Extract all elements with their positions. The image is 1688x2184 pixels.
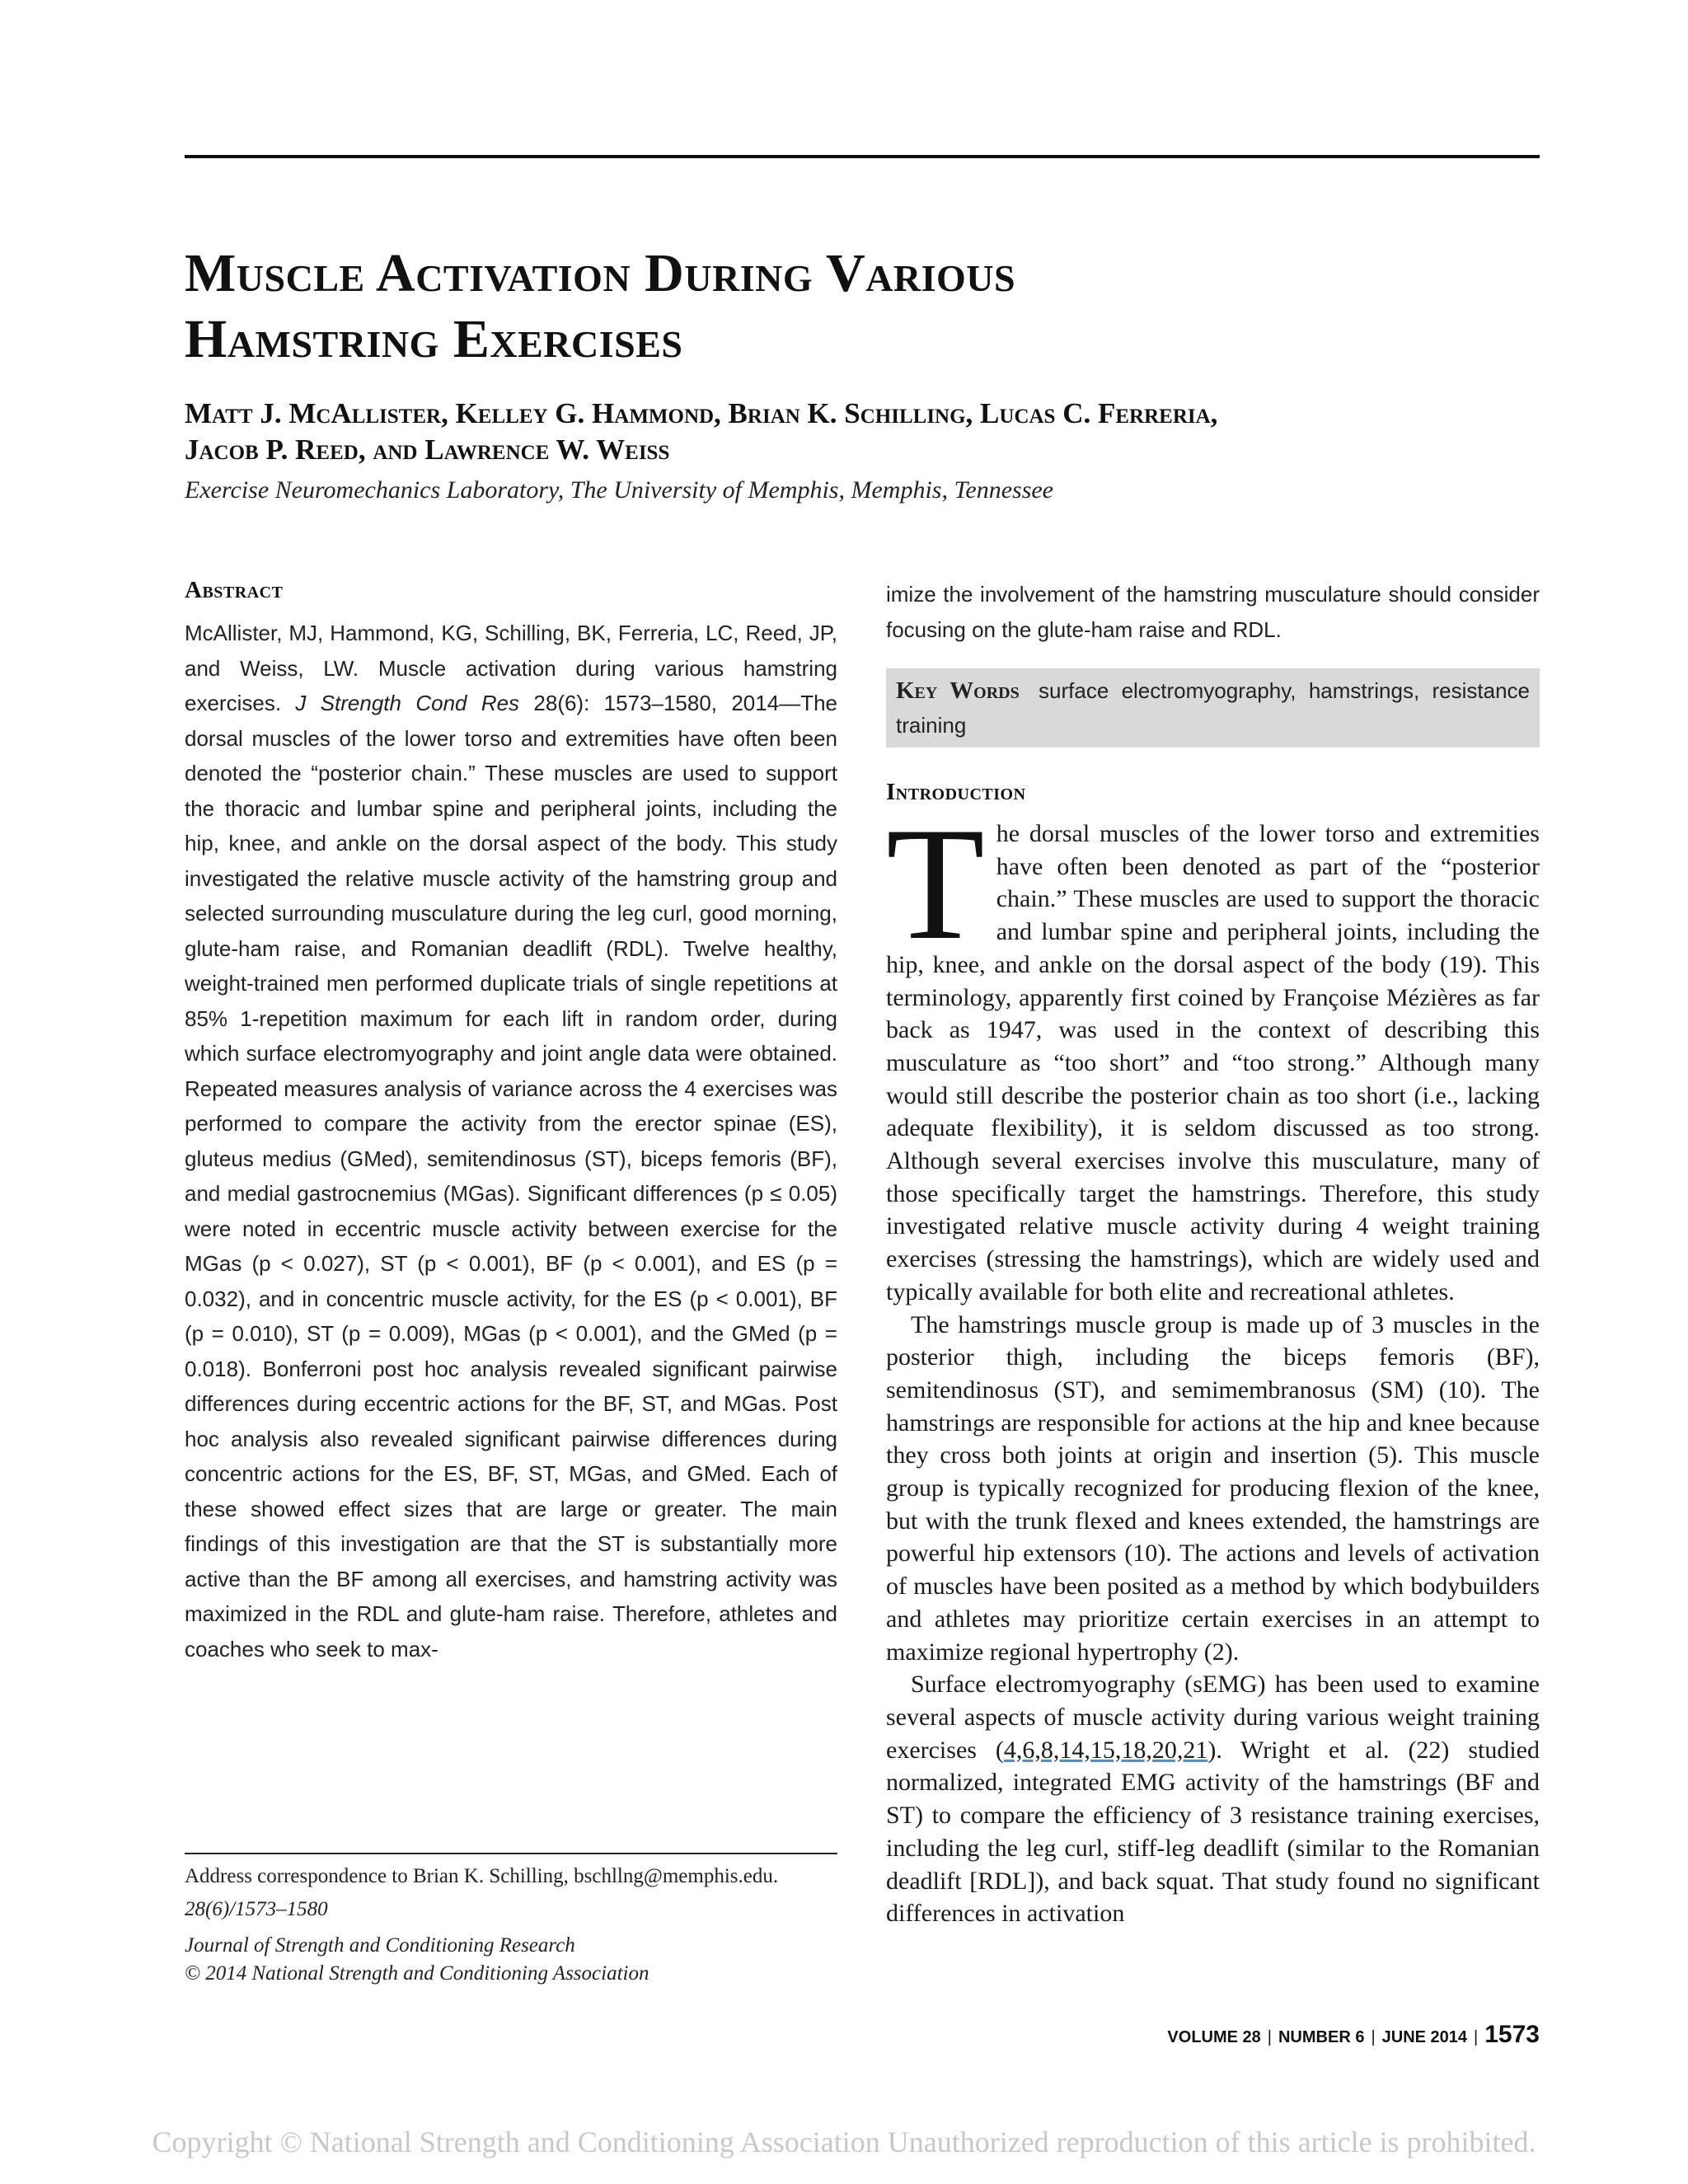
drop-cap: T xyxy=(886,794,985,973)
intro-paragraph-3-start: Surface electromyography (sEMG) has been used to examine several aspects of muscle activity during various weight training exercises ( xyxy=(886,1671,1540,1764)
right-column xyxy=(886,577,1540,1930)
key-words-box xyxy=(886,668,1540,748)
intro-paragraph-1-text: he dorsal muscles of the lower torso and extremities have often been denoted as part of the “posterior chain.” These muscles are used to support the thoracic and lumbar spine and peripheral joints, including the hip, knee, and ankle on the dorsal aspect of the body (19). This terminology, apparently first coined by Françoise Mézières as far back as 1947, was used in the context of describing this musculature as “too short” and “too strong.” Although many would still describe the posterior chain as too short (i.e., lacking adequate flexibility), it is seldom discussed as too strong. Although several exercises involve this musculature, many of those specifically target the hamstrings. Therefore, this study investigated relative muscle activity during 4 weight training exercises (stressing the hamstrings), which are widely used and typically available for both elite and recreational athletes. xyxy=(886,820,1540,1305)
footer-separator: | xyxy=(1371,2028,1376,2046)
authors-line-1: Matt J. McAllister, Kelley G. Hammond, Brian K. Schilling, Lucas C. Ferreria, xyxy=(185,397,1218,429)
key-words-text: surface electromyography, hamstrings, resistance training xyxy=(896,678,1530,738)
abstract-citation-tail: 28(6): 1573–1580, 2014— xyxy=(519,691,801,715)
page-footer xyxy=(1167,2021,1540,2049)
footnote xyxy=(185,1863,837,1988)
abstract-journal: J Strength Cond Res xyxy=(295,691,520,715)
affiliation: Exercise Neuromechanics Laboratory, The University of Memphis, Memphis, Tennessee xyxy=(185,476,1053,504)
author-list xyxy=(185,396,1540,468)
footer-separator: | xyxy=(1267,2028,1272,2046)
key-words-label: Key Words xyxy=(896,677,1020,704)
footnote-rule xyxy=(185,1853,837,1854)
article-title xyxy=(185,241,1503,373)
journal-name: Journal of Strength and Conditioning Research xyxy=(185,1934,575,1957)
intro-paragraph-3 xyxy=(886,1668,1540,1930)
introduction-heading: Introduction xyxy=(886,779,1026,805)
journal-copyright: © 2014 National Strength and Conditioning Association xyxy=(185,1962,649,1985)
footer-number: NUMBER 6 xyxy=(1278,2028,1365,2046)
title-line-1: Muscle Activation During Various xyxy=(185,243,1016,303)
top-rule xyxy=(185,155,1540,158)
page-number: 1573 xyxy=(1484,2021,1540,2048)
footer-volume: VOLUME 28 xyxy=(1167,2028,1261,2046)
footer-date: JUNE 2014 xyxy=(1381,2028,1468,2046)
title-line-2: Hamstring Exercises xyxy=(185,309,683,369)
abstract-body: The dorsal muscles of the lower torso and extremities have often been denoted the “posterior chain.” These muscles are used to support the thoracic and lumbar spine and peripheral joints, including the hip, knee, and ankle on the dorsal aspect of the body. This study investigated the relative muscle activity of the hamstring group and selected surrounding musculature during the leg curl, good morning, glute-ham raise, and Romanian deadlift (RDL). Twelve healthy, weight-trained men performed duplicate trials of single repetitions at 85% 1-repetition maximum for each lift in random order, during which surface electromyography and joint angle data were obtained. Repeated measures analysis of variance across the 4 exercises was performed to compare the activity from the erector spinae (ES), gluteus medius (GMed), semitendinosus (ST), biceps femoris (BF), and medial gastrocnemius (MGas). Significant differences (p ≤ 0.05) were noted in eccentric muscle activity between exercise for the MGas (p < 0.027), ST (p < 0.001), BF (p < 0.001), and ES (p = 0.032), and in concentric muscle activity, for the ES (p < 0.001), BF (p = 0.010), ST (p = 0.009), MGas (p < 0.001), and the GMed (p = 0.018). Bonferroni post hoc analysis revealed significant pairwise differences during eccentric actions for the BF, ST, and MGas. Post hoc analysis also revealed significant pairwise differences during concentric actions for the ES, BF, ST, MGas, and GMed. Each of these showed effect sizes that are large or greater. The main findings of this investigation are that the ST is substantially more active than the BF among all exercises, and hamstring activity was maximized in the RDL and glute-ham raise. Therefore, athletes and coaches who seek to max- xyxy=(185,691,837,1661)
intro-paragraph-1 xyxy=(886,794,1540,1309)
reference-link[interactable]: 4,6,8,14,15,18,20,21 xyxy=(1003,1736,1208,1764)
abstract-heading: Abstract xyxy=(185,577,284,603)
left-column xyxy=(185,577,837,1666)
volume-reference: 28(6)/1573–1580 xyxy=(185,1898,328,1920)
abstract-continuation: imize the involvement of the hamstring musculature should consider focusing on the glute-ham raise and RDL. xyxy=(886,582,1540,642)
footer-separator: | xyxy=(1474,2028,1479,2046)
authors-line-2: Jacob P. Reed, and Lawrence W. Weiss xyxy=(185,434,670,466)
intro-paragraph-3-end: ). Wright et al. (22) studied normalized, integrated EMG activity of the hamstrings (BF and ST) to compare the efficiency of 3 resistance training exercises, including the leg curl, stiff-leg deadlift (similar to the Romanian deadlift [RDL]), and back squat. That study found no significant differences in activation xyxy=(886,1736,1540,1928)
abstract-citation: McAllister, MJ, Hammond, KG, Schilling, BK, Ferreria, LC, Reed, JP, and Weiss, LW. Muscle activation during various hamstring exercises. xyxy=(185,621,837,715)
abstract-text xyxy=(185,616,837,1666)
copyright-watermark: Copyright © National Strength and Conditioning Association Unauthorized reproduction of this article is prohibited. xyxy=(152,2125,1536,2158)
correspondence-note: Address correspondence to Brian K. Schilling, bschllng@memphis.edu. xyxy=(185,1865,779,1887)
intro-paragraph-2: The hamstrings muscle group is made up of 3 muscles in the posterior thigh, including the biceps femoris (BF), semitendinosus (ST), and semimembranosus (SM) (10). The hamstrings are responsible for actions at the hip and knee because they cross both joints at origin and insertion (5). This muscle group is typically recognized for producing flexion of the knee, but with the trunk flexed and knees extended, the hamstrings are powerful hip extensors (10). The actions and levels of activation of muscles have been posited as a method by which bodybuilders and athletes may prioritize certain exercises in an attempt to maximize regional hypertrophy (2). xyxy=(886,1310,1540,1666)
